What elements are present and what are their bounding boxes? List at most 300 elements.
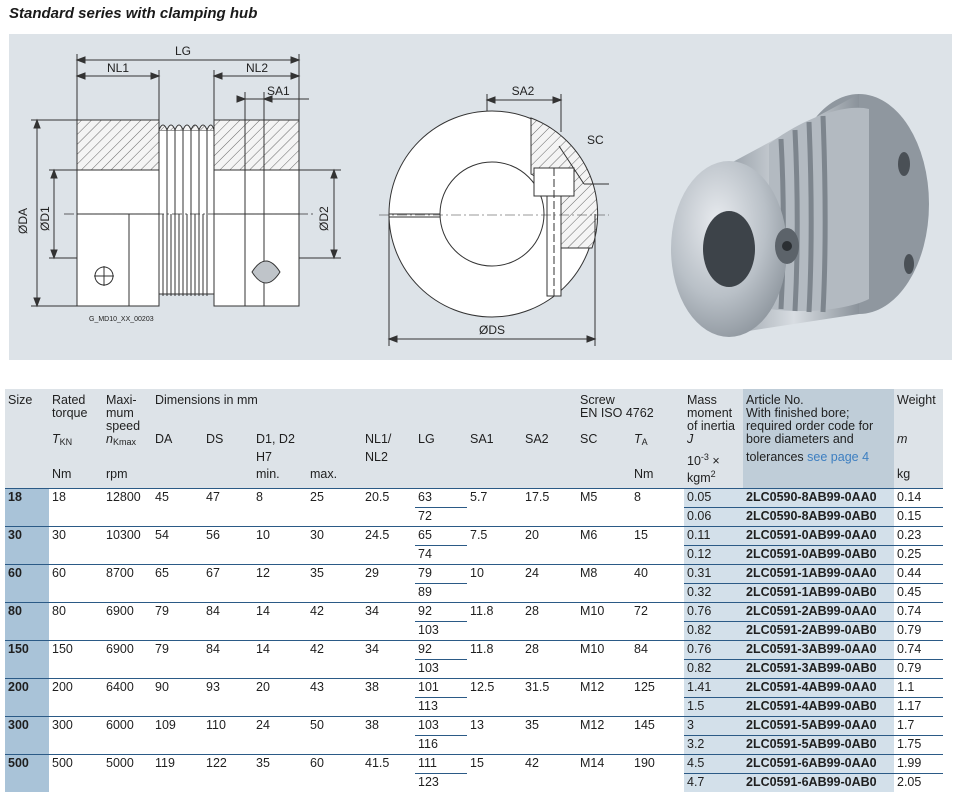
cell-w-b: 0.15 <box>894 507 943 526</box>
cell-empty <box>467 545 522 564</box>
header-sa1: SA1 <box>467 433 522 451</box>
cell-j-a: 4.5 <box>684 754 743 773</box>
header-lg: LG <box>415 433 467 451</box>
cell-sa1: 5.7 <box>467 488 522 507</box>
cell-lg-b: 103 <box>415 659 467 678</box>
cell-sa2: 42 <box>522 754 577 773</box>
cell-empty <box>5 773 49 792</box>
unit-min: min. <box>253 468 307 488</box>
cell-art-b: 2LC0591-1AB99-0AB0 <box>743 583 894 602</box>
cell-empty <box>49 507 103 526</box>
cell-da: 65 <box>152 564 203 583</box>
cell-w-b: 0.79 <box>894 659 943 678</box>
cell-empty <box>152 545 203 564</box>
unit-max: max. <box>307 468 362 488</box>
header-nl2: NL2 <box>362 451 415 468</box>
cell-lg-b: 123 <box>415 773 467 792</box>
table-body <box>5 488 943 792</box>
cell-empty <box>631 507 684 526</box>
cell-empty <box>467 583 522 602</box>
cell-empty <box>631 659 684 678</box>
cell-empty <box>103 507 152 526</box>
cell-w-a: 0.44 <box>894 564 943 583</box>
cell-empty <box>203 583 253 602</box>
cell-w-a: 1.99 <box>894 754 943 773</box>
drawing-id: G_MD10_XX_00203 <box>89 316 154 323</box>
cell-lg-a: 111 <box>415 754 467 773</box>
label-sa1: SA1 <box>267 84 290 98</box>
cell-speed: 12800 <box>103 488 152 507</box>
cell-sa2: 28 <box>522 640 577 659</box>
cell-empty <box>577 545 631 564</box>
table-row <box>5 697 943 716</box>
header-article-note4: tolerances see page 4 <box>743 451 894 468</box>
table-row <box>5 602 943 621</box>
cell-j-a: 1.41 <box>684 678 743 697</box>
header-screw: Screw <box>577 389 684 407</box>
cell-j-a: 3 <box>684 716 743 735</box>
cell-j-b: 3.2 <box>684 735 743 754</box>
side-section-view <box>31 54 341 306</box>
cell-ds: 56 <box>203 526 253 545</box>
cell-sc: M14 <box>577 754 631 773</box>
cell-empty <box>522 773 577 792</box>
cell-torque: 150 <box>49 640 103 659</box>
header-h7: H7 <box>253 451 307 468</box>
cell-nl: 34 <box>362 640 415 659</box>
cell-empty <box>577 773 631 792</box>
cell-j-b: 0.32 <box>684 583 743 602</box>
cell-size: 30 <box>5 526 49 545</box>
cell-empty <box>631 697 684 716</box>
cell-ds: 110 <box>203 716 253 735</box>
cell-speed: 6900 <box>103 640 152 659</box>
cell-lg-a: 63 <box>415 488 467 507</box>
cell-w-a: 1.7 <box>894 716 943 735</box>
cell-w-a: 0.74 <box>894 640 943 659</box>
cell-lg-a: 103 <box>415 716 467 735</box>
table-row <box>5 678 943 697</box>
cell-sa2: 17.5 <box>522 488 577 507</box>
cell-sa1: 15 <box>467 754 522 773</box>
cell-lg-a: 92 <box>415 640 467 659</box>
cell-speed: 6400 <box>103 678 152 697</box>
cell-size: 300 <box>5 716 49 735</box>
cell-sa1: 11.8 <box>467 602 522 621</box>
cell-empty <box>203 545 253 564</box>
cell-j-b: 4.7 <box>684 773 743 792</box>
cell-ds: 67 <box>203 564 253 583</box>
header-speed: speed <box>103 420 152 433</box>
cell-empty <box>152 773 203 792</box>
header-moment: moment <box>684 407 743 420</box>
cell-empty <box>253 659 307 678</box>
cell-empty <box>577 507 631 526</box>
cell-dmin: 14 <box>253 602 307 621</box>
cell-empty <box>307 507 362 526</box>
cell-da: 109 <box>152 716 203 735</box>
cell-empty <box>631 735 684 754</box>
cell-empty <box>631 621 684 640</box>
unit-nm: Nm <box>49 468 103 488</box>
header-ta: $T_A$ <box>631 433 684 451</box>
cell-empty <box>203 735 253 754</box>
cell-empty <box>5 659 49 678</box>
label-ds: ØDS <box>478 323 506 337</box>
table-row <box>5 507 943 526</box>
table-row <box>5 583 943 602</box>
table-row <box>5 564 943 583</box>
cell-empty <box>362 545 415 564</box>
cell-sa2: 24 <box>522 564 577 583</box>
cell-empty <box>307 697 362 716</box>
cell-empty <box>577 583 631 602</box>
cell-size: 18 <box>5 488 49 507</box>
cell-empty <box>577 621 631 640</box>
cell-art-a: 2LC0591-6AB99-0AA0 <box>743 754 894 773</box>
cell-dmin: 12 <box>253 564 307 583</box>
header-ds: DS <box>203 433 253 451</box>
label-nl1: NL1 <box>106 61 130 75</box>
cell-dmin: 10 <box>253 526 307 545</box>
cell-empty <box>49 697 103 716</box>
cell-empty <box>467 773 522 792</box>
cell-sa2: 20 <box>522 526 577 545</box>
cell-art-a: 2LC0591-0AB99-0AA0 <box>743 526 894 545</box>
cell-empty <box>253 773 307 792</box>
cell-lg-b: 113 <box>415 697 467 716</box>
cell-da: 54 <box>152 526 203 545</box>
cell-art-a: 2LC0591-2AB99-0AA0 <box>743 602 894 621</box>
cell-empty <box>307 659 362 678</box>
cell-empty <box>253 545 307 564</box>
header-torque-symbol: $T_{KN}$ <box>49 433 103 451</box>
cell-art-b: 2LC0591-6AB99-0AB0 <box>743 773 894 792</box>
cell-da: 79 <box>152 602 203 621</box>
cell-lg-b: 116 <box>415 735 467 754</box>
table-row <box>5 488 943 507</box>
cell-ds: 47 <box>203 488 253 507</box>
header-maxi: Maxi- <box>103 389 152 407</box>
cell-w-b: 2.05 <box>894 773 943 792</box>
cell-j-a: 0.76 <box>684 640 743 659</box>
cell-empty <box>5 545 49 564</box>
cell-empty <box>203 621 253 640</box>
coupling-3d-render <box>671 94 929 337</box>
cell-empty <box>203 697 253 716</box>
cell-empty <box>307 735 362 754</box>
cell-speed: 5000 <box>103 754 152 773</box>
header-screw-std: EN ISO 4762 <box>577 407 684 420</box>
cell-empty <box>307 545 362 564</box>
cell-da: 119 <box>152 754 203 773</box>
cell-ta: 40 <box>631 564 684 583</box>
cell-empty <box>49 545 103 564</box>
cell-empty <box>577 735 631 754</box>
cell-empty <box>49 735 103 754</box>
header-article-note3: bore diameters and <box>743 433 894 451</box>
cell-empty <box>152 621 203 640</box>
cell-empty <box>362 697 415 716</box>
table-row <box>5 640 943 659</box>
label-sa2: SA2 <box>511 84 535 98</box>
header-mum: mum <box>103 407 152 420</box>
cell-nl: 38 <box>362 716 415 735</box>
cell-w-a: 0.23 <box>894 526 943 545</box>
cell-empty <box>5 583 49 602</box>
cell-torque: 18 <box>49 488 103 507</box>
unit-kg: kg <box>894 468 943 488</box>
cell-lg-a: 92 <box>415 602 467 621</box>
cell-art-a: 2LC0591-1AB99-0AA0 <box>743 564 894 583</box>
cell-empty <box>5 697 49 716</box>
cell-empty <box>49 621 103 640</box>
cell-w-b: 1.17 <box>894 697 943 716</box>
cell-w-b: 0.79 <box>894 621 943 640</box>
header-da: DA <box>152 433 203 451</box>
header-j-unit: $10^{-3}$ × <box>684 451 743 468</box>
cell-torque: 30 <box>49 526 103 545</box>
technical-drawing <box>9 34 952 360</box>
label-sc: SC <box>587 133 604 147</box>
cell-empty <box>467 507 522 526</box>
table-row <box>5 754 943 773</box>
cell-da: 90 <box>152 678 203 697</box>
table-row <box>5 621 943 640</box>
cell-dmax: 25 <box>307 488 362 507</box>
header-nl: NL1/ <box>362 433 415 451</box>
cell-empty <box>103 621 152 640</box>
cell-size: 200 <box>5 678 49 697</box>
cell-empty <box>362 583 415 602</box>
page-title: Standard series with clamping hub <box>9 5 258 22</box>
cell-lg-a: 101 <box>415 678 467 697</box>
cell-empty <box>307 583 362 602</box>
cell-art-b: 2LC0590-8AB99-0AB0 <box>743 507 894 526</box>
cell-sa1: 7.5 <box>467 526 522 545</box>
cell-empty <box>103 545 152 564</box>
cell-dmax: 50 <box>307 716 362 735</box>
cell-nl: 20.5 <box>362 488 415 507</box>
cell-speed: 8700 <box>103 564 152 583</box>
header-dimensions: Dimensions in mm <box>152 389 362 407</box>
cell-empty <box>203 659 253 678</box>
cell-j-a: 0.11 <box>684 526 743 545</box>
cell-empty <box>103 583 152 602</box>
cell-empty <box>522 735 577 754</box>
cell-torque: 300 <box>49 716 103 735</box>
cell-w-b: 0.45 <box>894 583 943 602</box>
table-row <box>5 735 943 754</box>
cell-j-b: 0.12 <box>684 545 743 564</box>
cell-size: 60 <box>5 564 49 583</box>
cell-w-a: 0.74 <box>894 602 943 621</box>
see-page-link[interactable]: see page 4 <box>807 451 870 464</box>
cell-ds: 122 <box>203 754 253 773</box>
cell-dmin: 35 <box>253 754 307 773</box>
cell-dmin: 8 <box>253 488 307 507</box>
bellows <box>159 125 214 296</box>
cell-j-a: 0.76 <box>684 602 743 621</box>
cell-dmax: 35 <box>307 564 362 583</box>
specification-table <box>5 389 943 792</box>
cell-empty <box>522 621 577 640</box>
technical-drawing-panel <box>9 34 952 360</box>
cell-sa1: 11.8 <box>467 640 522 659</box>
header-sa2: SA2 <box>522 433 577 451</box>
cell-empty <box>307 621 362 640</box>
cell-empty <box>253 735 307 754</box>
header-weight: Weight <box>894 389 943 407</box>
cell-ta: 8 <box>631 488 684 507</box>
cell-art-b: 2LC0591-0AB99-0AB0 <box>743 545 894 564</box>
unit-kgm2: kgm$^2$ <box>684 468 743 488</box>
cell-nl: 34 <box>362 602 415 621</box>
header-article-note2: required order code for <box>743 420 894 433</box>
cell-empty <box>49 583 103 602</box>
table-row <box>5 773 943 792</box>
label-d2: ØD2 <box>317 206 331 231</box>
cell-empty <box>467 621 522 640</box>
cell-empty <box>152 507 203 526</box>
cell-sa2: 35 <box>522 716 577 735</box>
cell-torque: 80 <box>49 602 103 621</box>
cell-sa2: 31.5 <box>522 678 577 697</box>
cell-j-a: 0.05 <box>684 488 743 507</box>
cell-w-b: 1.75 <box>894 735 943 754</box>
cell-empty <box>522 697 577 716</box>
cell-empty <box>362 621 415 640</box>
cell-lg-b: 72 <box>415 507 467 526</box>
cell-empty <box>253 507 307 526</box>
cell-empty <box>522 545 577 564</box>
header-mass: Mass <box>684 389 743 407</box>
cell-sa1: 13 <box>467 716 522 735</box>
cell-lg-b: 103 <box>415 621 467 640</box>
header-j: J <box>684 433 743 451</box>
cell-art-a: 2LC0591-3AB99-0AA0 <box>743 640 894 659</box>
cell-empty <box>152 583 203 602</box>
cell-size: 80 <box>5 602 49 621</box>
cell-art-b: 2LC0591-4AB99-0AB0 <box>743 697 894 716</box>
cell-nl: 24.5 <box>362 526 415 545</box>
header-article-note1: With finished bore; <box>743 407 894 420</box>
cell-ds: 93 <box>203 678 253 697</box>
cell-ta: 125 <box>631 678 684 697</box>
cell-empty <box>253 583 307 602</box>
cell-empty <box>467 659 522 678</box>
cell-da: 79 <box>152 640 203 659</box>
cell-j-a: 0.31 <box>684 564 743 583</box>
cell-art-a: 2LC0590-8AB99-0AA0 <box>743 488 894 507</box>
cell-nl: 29 <box>362 564 415 583</box>
header-m: m <box>894 433 943 451</box>
cell-empty <box>203 773 253 792</box>
cell-lg-a: 65 <box>415 526 467 545</box>
cell-ds: 84 <box>203 640 253 659</box>
cell-dmin: 20 <box>253 678 307 697</box>
cell-empty <box>253 697 307 716</box>
cell-ta: 145 <box>631 716 684 735</box>
cell-empty <box>362 735 415 754</box>
cell-sc: M8 <box>577 564 631 583</box>
cell-empty <box>203 507 253 526</box>
cell-empty <box>5 507 49 526</box>
cell-empty <box>631 545 684 564</box>
cell-empty <box>5 621 49 640</box>
cell-j-b: 0.82 <box>684 659 743 678</box>
cell-ta: 15 <box>631 526 684 545</box>
cell-ta: 84 <box>631 640 684 659</box>
cell-speed: 10300 <box>103 526 152 545</box>
table-row <box>5 716 943 735</box>
cell-empty <box>631 773 684 792</box>
table-row <box>5 659 943 678</box>
cell-empty <box>103 659 152 678</box>
cell-art-a: 2LC0591-5AB99-0AA0 <box>743 716 894 735</box>
cell-nl: 38 <box>362 678 415 697</box>
cell-empty <box>152 735 203 754</box>
cell-sc: M5 <box>577 488 631 507</box>
cell-art-b: 2LC0591-3AB99-0AB0 <box>743 659 894 678</box>
cell-da: 45 <box>152 488 203 507</box>
cell-ta: 190 <box>631 754 684 773</box>
cell-empty <box>522 583 577 602</box>
cell-empty <box>522 659 577 678</box>
cell-torque: 500 <box>49 754 103 773</box>
unit-rpm: rpm <box>103 468 152 488</box>
cell-ta: 72 <box>631 602 684 621</box>
cell-dmax: 30 <box>307 526 362 545</box>
cell-empty <box>103 697 152 716</box>
cell-empty <box>253 621 307 640</box>
cell-ds: 84 <box>203 602 253 621</box>
header-size: Size <box>5 389 49 407</box>
table-row <box>5 545 943 564</box>
cell-j-b: 0.82 <box>684 621 743 640</box>
cell-w-a: 0.14 <box>894 488 943 507</box>
cell-lg-b: 89 <box>415 583 467 602</box>
cell-empty <box>467 697 522 716</box>
cell-sc: M6 <box>577 526 631 545</box>
cell-sc: M12 <box>577 716 631 735</box>
cell-w-b: 0.25 <box>894 545 943 564</box>
cell-size: 150 <box>5 640 49 659</box>
table-row <box>5 526 943 545</box>
cell-empty <box>362 659 415 678</box>
cell-speed: 6000 <box>103 716 152 735</box>
header-torque: torque <box>49 407 103 420</box>
cell-empty <box>103 735 152 754</box>
cell-w-a: 1.1 <box>894 678 943 697</box>
cell-sa1: 10 <box>467 564 522 583</box>
cell-lg-b: 74 <box>415 545 467 564</box>
header-sc: SC <box>577 433 631 451</box>
header-speed-symbol: $n_{Kmax}$ <box>103 433 152 451</box>
cell-lg-a: 79 <box>415 564 467 583</box>
cell-empty <box>522 507 577 526</box>
label-nl2: NL2 <box>245 61 269 75</box>
cell-size: 500 <box>5 754 49 773</box>
cell-empty <box>152 659 203 678</box>
cell-empty <box>577 659 631 678</box>
cell-dmax: 42 <box>307 640 362 659</box>
cell-torque: 60 <box>49 564 103 583</box>
cell-art-b: 2LC0591-5AB99-0AB0 <box>743 735 894 754</box>
cell-dmax: 60 <box>307 754 362 773</box>
header-rated: Rated <box>49 389 103 407</box>
cell-dmax: 42 <box>307 602 362 621</box>
